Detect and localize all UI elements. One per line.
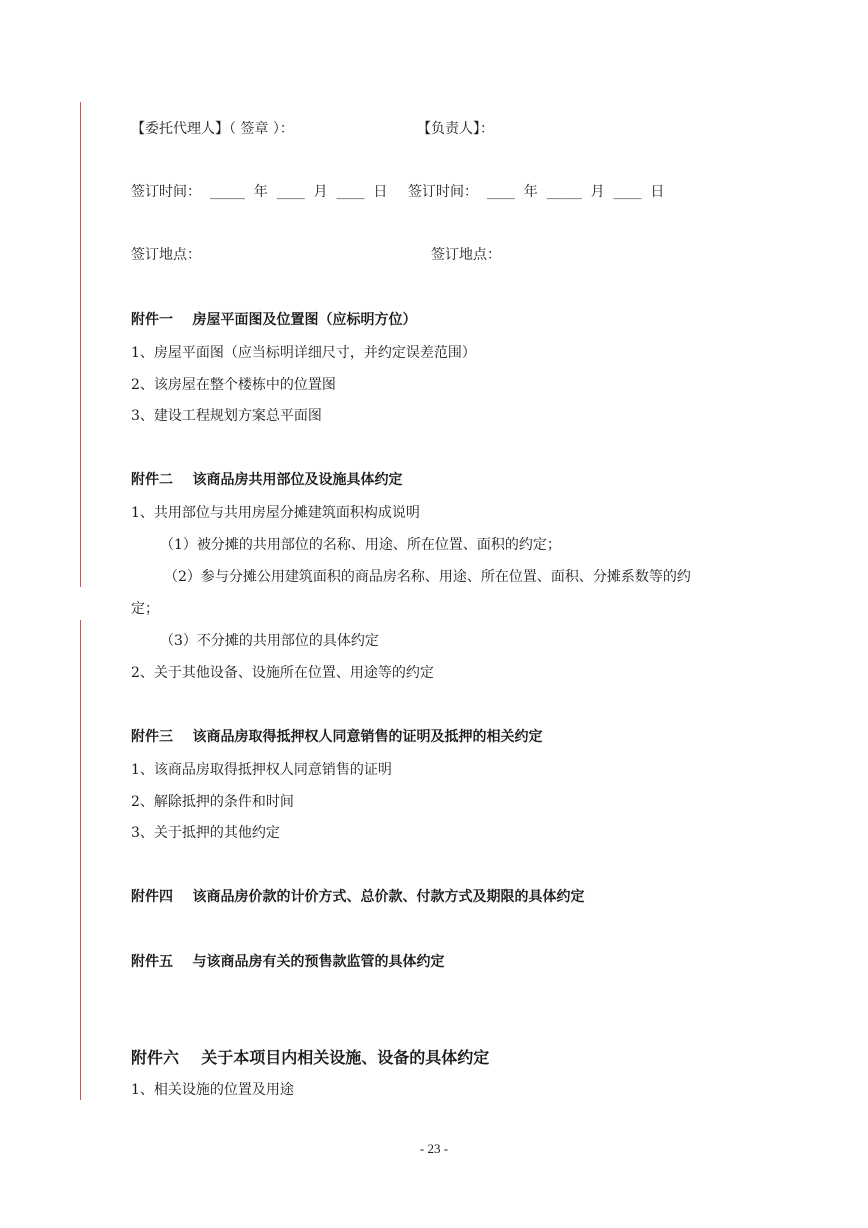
annex3-item: 3、关于抵押的其他约定: [131, 825, 280, 841]
annex1-item: 2、该房屋在整个楼栋中的位置图: [131, 377, 336, 393]
margin-line-bottom: [80, 620, 81, 1100]
sign-time-right: 签订时间： ____ 年 _____ 月 ____ 日: [408, 184, 665, 200]
annex2-item2: 2、关于其他设备、设施所在位置、用途等的约定: [131, 665, 434, 681]
annex1-title: 附件一 房屋平面图及位置图（应标明方位）: [131, 312, 417, 328]
annex2-sub2: （2）参与分摊公用建筑面积的商品房名称、用途、所在位置、面积、分摊系数等的约: [164, 569, 691, 585]
annex2-sub2-cont: 定；: [131, 601, 159, 617]
sign-time-left: 签订时间： _____ 年 ____ 月 ____ 日: [131, 184, 388, 200]
head-signature-label: 【负责人】：: [417, 121, 494, 137]
sign-place-right: 签订地点：: [431, 247, 501, 263]
margin-line-top: [80, 102, 81, 587]
annex3-item: 1、该商品房取得抵押权人同意销售的证明: [131, 762, 392, 778]
annex2-title: 附件二 该商品房共用部位及设施具体约定: [131, 472, 403, 488]
annex2-sub3: （3）不分摊的共用部位的具体约定: [160, 633, 379, 649]
annex1-item: 1、房屋平面图（应当标明详细尺寸，并约定误差范围）: [131, 345, 476, 361]
annex3-title: 附件三 该商品房取得抵押权人同意销售的证明及抵押的相关约定: [131, 729, 543, 745]
annex4-title: 附件四 该商品房价款的计价方式、总价款、付款方式及期限的具体约定: [131, 889, 585, 905]
annex6-title: 附件六 关于本项目内相关设施、设备的具体约定: [131, 1048, 490, 1067]
page-number: - 23 -: [419, 1141, 449, 1156]
annex3-item: 2、解除抵押的条件和时间: [131, 794, 294, 810]
annex5-title: 附件五 与该商品房有关的预售款监管的具体约定: [131, 954, 445, 970]
sign-place-left: 签订地点：: [131, 247, 201, 263]
agent-signature-label: 【委托代理人】（ 签章 ）：: [131, 121, 294, 137]
annex2-item1: 1、共用部位与共用房屋分摊建筑面积构成说明: [131, 505, 420, 521]
annex1-item: 3、建设工程规划方案总平面图: [131, 408, 322, 424]
annex2-sub1: （1）被分摊的共用部位的名称、用途、所在位置、面积的约定；: [160, 537, 561, 553]
annex6-item: 1、相关设施的位置及用途: [131, 1082, 294, 1098]
